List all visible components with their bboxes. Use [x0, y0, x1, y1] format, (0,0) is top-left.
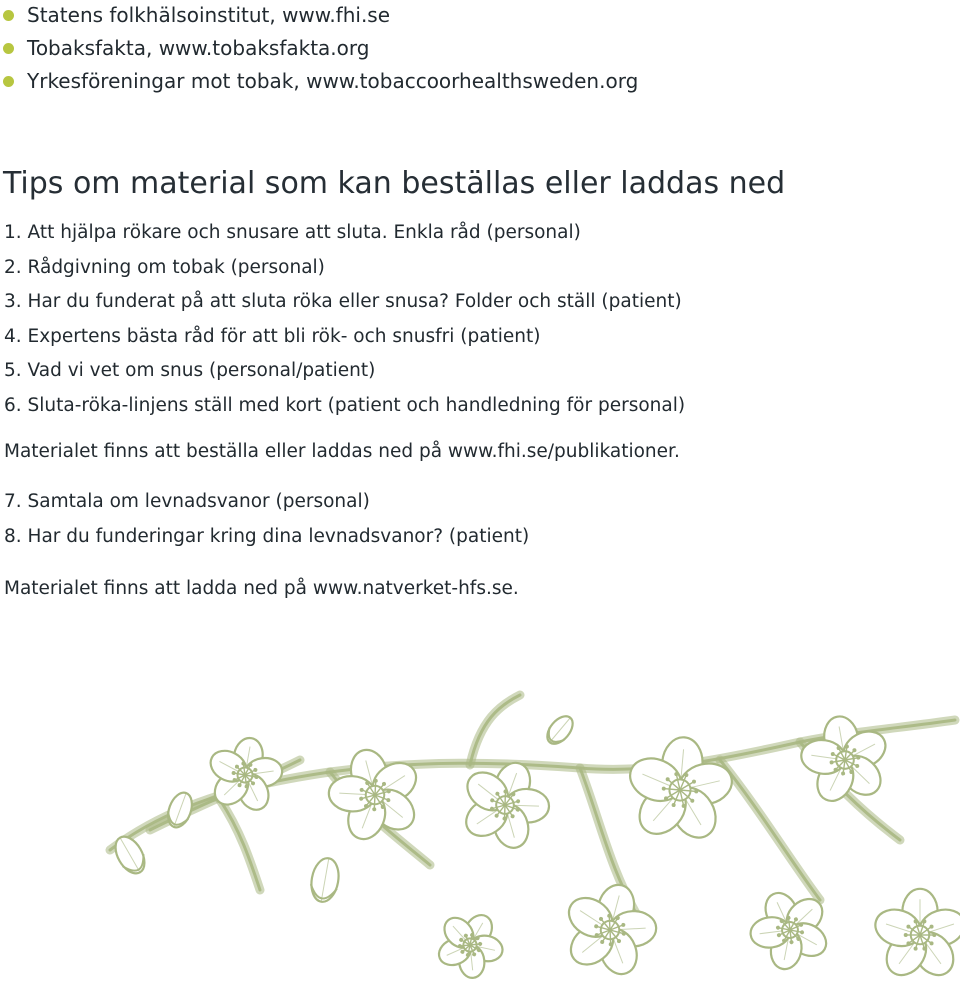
resource-link-text: Yrkesföreningar mot tobak, www.tobaccoorhealthsweden.org — [27, 69, 639, 93]
material-item: 1. Att hjälpa rökare och snusare att sluta. Enkla råd (personal) — [4, 222, 581, 243]
bullet-icon — [3, 10, 14, 21]
availability-note-fhi: Materialet finns att beställa eller laddas ned på www.fhi.se/publikationer. — [4, 441, 680, 462]
material-item: 2. Rådgivning om tobak (personal) — [4, 256, 325, 278]
bullet-icon — [3, 43, 14, 54]
material-list-fhi — [4, 218, 685, 425]
resource-link-text: Tobaksfakta, www.tobaksfakta.org — [27, 36, 370, 60]
resource-link-item — [0, 33, 638, 66]
material-item: 4. Expertens bästa råd för att bli rök- och snusfri (patient) — [4, 325, 541, 347]
material-item: 6. Sluta-röka-linjens ställ med kort (patient och handledning för personal) — [4, 394, 686, 416]
material-item: 8. Har du funderingar kring dina levnadsvanor? (patient) — [4, 525, 530, 547]
material-item: 7. Samtala om levnadsvanor (personal) — [4, 491, 370, 512]
blossom-branch-illustration — [0, 690, 960, 997]
material-item: 5. Vad vi vet om snus (personal/patient) — [4, 360, 376, 381]
bullet-icon — [3, 76, 14, 87]
availability-note-natverket: Materialet finns att ladda ned på www.natverket-hfs.se. — [4, 578, 519, 599]
material-item: 3. Har du funderat på att sluta röka eller snusa? Folder och ställ (patient) — [4, 291, 682, 312]
section-heading: Tips om material som kan beställas eller laddas ned — [3, 166, 786, 201]
resource-link-item — [0, 66, 638, 99]
material-list-natverket — [4, 487, 529, 556]
resource-link-text: Statens folkhälsoinstitut, www.fhi.se — [27, 3, 391, 27]
resource-link-item — [0, 0, 638, 33]
resource-link-list — [0, 0, 638, 99]
